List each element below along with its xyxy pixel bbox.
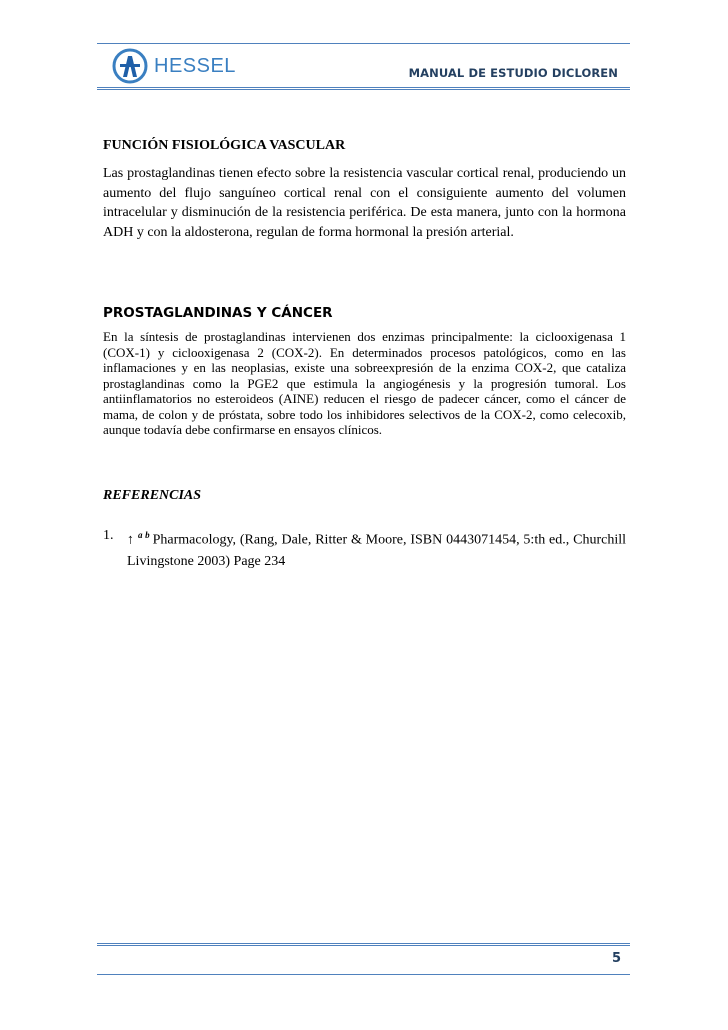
section-cancer-body: [103, 329, 626, 438]
reference-number: 1.: [103, 528, 114, 543]
hessel-logo-icon: [112, 48, 148, 84]
reference-backlink-arrow[interactable]: ↑: [127, 532, 134, 548]
document-title: MANUAL DE ESTUDIO DICLOREN: [408, 66, 618, 80]
reference-body: [127, 525, 626, 572]
page-number: 5: [611, 951, 621, 966]
references-section: [103, 488, 626, 504]
section-vascular-body: [103, 164, 626, 242]
logo: [112, 47, 236, 85]
footer-rule: [97, 943, 630, 975]
logo-text: HESSEL: [154, 54, 236, 77]
section-heading: FUNCIÓN FISIOLÓGICA VASCULAR: [103, 138, 346, 153]
paragraph: Las prostaglandinas tienen efecto sobre la resistencia vascular cortical renal, produciendo un aumento del flujo sanguíneo cortical renal con el consiguiente aumento del volumen intracelular y disminución de la resistencia periférica. De esta manera, junto con la hormona ADH y con la aldosterona, regulan de forma hormonal la presión arterial.: [103, 166, 626, 240]
references-list: [103, 525, 626, 572]
section-vascular: [103, 138, 626, 154]
section-cancer: [103, 305, 626, 321]
reference-text: Pharmacology, (Rang, Dale, Ritter & Moore, ISBN 0443071454, 5:th ed., Churchill Livingstone 2003) Page 234: [127, 532, 626, 569]
reference-item: [103, 525, 626, 572]
references-heading: REFERENCIAS: [103, 488, 202, 503]
section-heading: PROSTAGLANDINAS Y CÁNCER: [103, 305, 333, 321]
reference-backlinks[interactable]: a b: [138, 530, 150, 540]
paragraph: En la síntesis de prostaglandinas intervienen dos enzimas principalmente: la ciclooxigenasa 1 (COX-1) y ciclooxigenasa 2 (COX-2). En determinados procesos patológicos, como en las inflamaciones y en las neoplasias, existe una sobreexpresión de la enzima COX-2, que cataliza prostaglandinas como la PGE2 que estimula la angiogénesis y la progresión tumoral. Los antiinflamatorios no esteroideos (AINE) reducen el riesgo de padecer cáncer, como el cáncer de mama, de colon y de próstata, sobre todo los inhibidores selectivos de la COX-2, como celecoxib, aunque todavía debe confirmarse en ensayos clínicos.: [103, 329, 626, 437]
